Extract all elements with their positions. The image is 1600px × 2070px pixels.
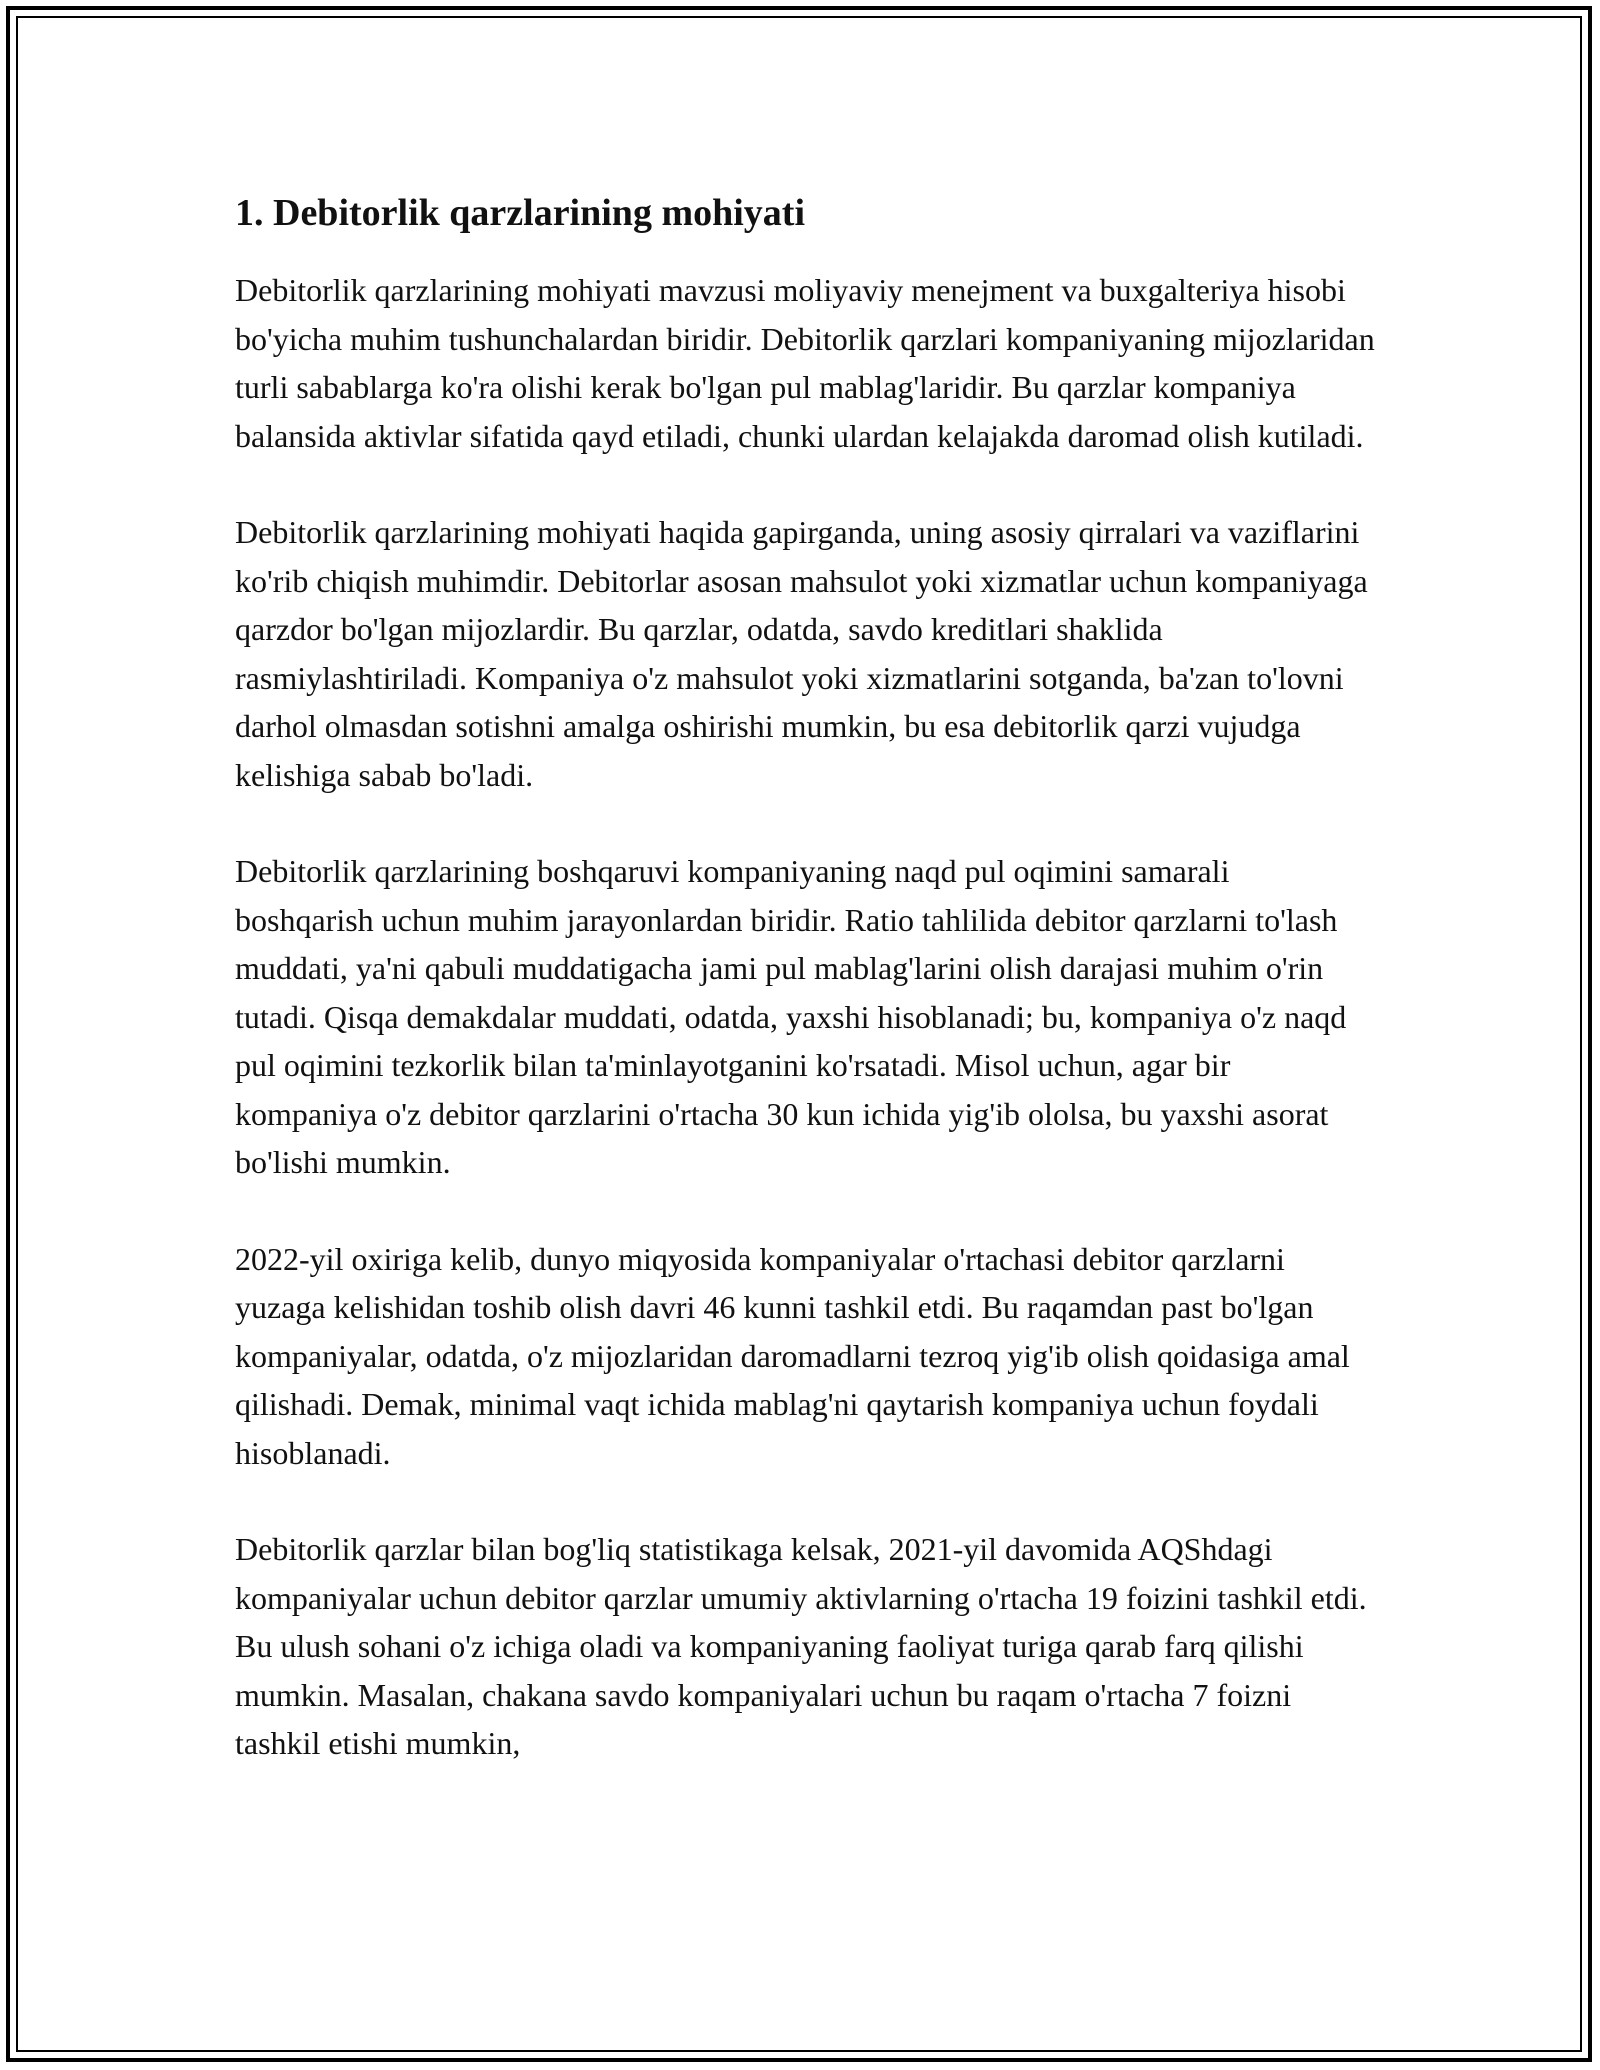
paragraph-1: Debitorlik qarzlarining mohiyati mavzusi moliyaviy menejment va buxgalteriya hisobi bo'yicha muhim tushunchalardan biridir. Debitorlik qarzlari kompaniyaning mijozlaridan turli sabablarga ko'ra olishi kerak bo'lgan pul mablag'laridir. Bu qarzlar kompaniya balansida aktivlar sifatida qayd etiladi, chunki ulardan kelajakda daromad olish kutiladi. xyxy=(235,272,1375,454)
paragraph-2: Debitorlik qarzlarining mohiyati haqida gapirganda, uning asosiy qirralari va vaziflarini ko'rib chiqish muhimdir. Debitorlar asosan mahsulot yoki xizmatlar uchun kompaniyaga qarzdor bo'lgan mijozlardir. Bu qarzlar, odatda, savdo kreditlari shaklida rasmiylashtiriladi. Kompaniya o'z mahsulot yoki xizmatlarini sotganda, ba'zan to'lovni darhol olmasdan sotishni amalga oshirishi mumkin, bu esa debitorlik qarzi vujudga kelishiga sabab bo'ladi. xyxy=(235,514,1368,793)
section-title: 1. Debitorlik qarzlarining mohiyati xyxy=(235,192,805,234)
paragraph-5: Debitorlik qarzlar bilan bog'liq statistikaga kelsak, 2021-yil davomida AQShdagi kompaniyalar uchun debitor qarzlar umumiy aktivlarning o'rtacha 19 foizini tashkil etdi. Bu ulush sohani o'z ichiga oladi va kompaniyaning faoliyat turiga qarab farq qilishi mumkin. Masalan, chakana savdo kompaniyalari uchun bu raqam o'rtacha 7 foizni tashkil etishi mumkin, xyxy=(235,1531,1367,1761)
document-body xyxy=(235,186,1375,1816)
paragraph-4: 2022-yil oxiriga kelib, dunyo miqyosida kompaniyalar o'rtachasi debitor qarzlarni yuzaga kelishidan toshib olish davri 46 kunni tashkil etdi. Bu raqamdan past bo'lgan kompaniyalar, odatda, o'z mijozlaridan daromadlarni tezroq yig'ib olish qoidasiga amal qilishadi. Demak, minimal vaqt ichida mablag'ni qaytarish kompaniya uchun foydali hisoblanadi. xyxy=(235,1240,1350,1471)
paragraph-3: Debitorlik qarzlarining boshqaruvi kompaniyaning naqd pul oqimini samarali boshqarish uchun muhim jarayonlardan biridir. Ratio tahlilida debitor qarzlarni to'lash muddati, ya'ni qabuli muddatigacha jami pul mablag'larini olish darajasi muhim o'rin tutadi. Qisqa demakdalar muddati, odatda, yaxshi hisoblanadi; bu, kompaniya o'z naqd pul oqimini tezkorlik bilan ta'minlayotganini ko'rsatadi. Misol uchun, agar bir kompaniya o'z debitor qarzlarini o'rtacha 30 kun ichida yig'ib ololsa, bu yaxshi asorat bo'lishi mumkin. xyxy=(235,853,1347,1180)
